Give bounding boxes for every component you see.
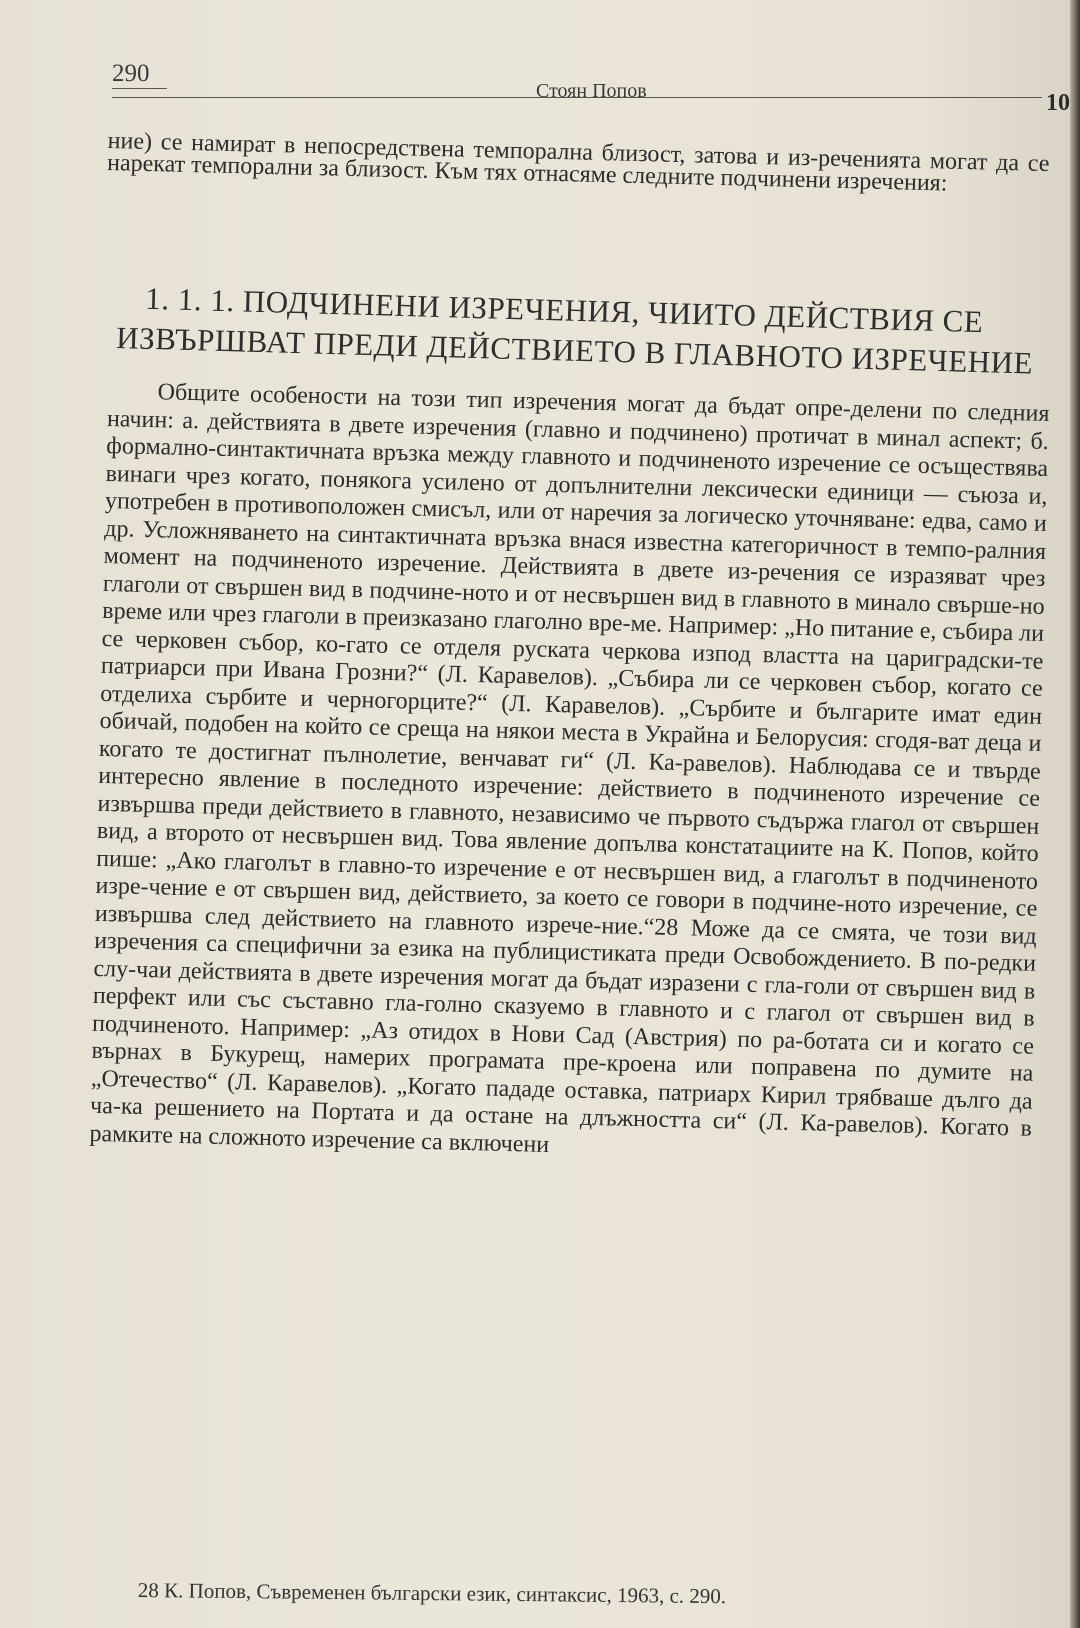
page-number: 290	[112, 60, 150, 87]
intro-paragraph	[107, 130, 1050, 197]
body-paragraph	[89, 378, 1050, 1171]
body-text: Общите особености на този тип изречения могат да бъдат опре-делени по следния начин: а. действията в двете изречения (главно и подчинено) протичат в минал аспект; б. формално-синтактичната връзка между главното и подчиненото изречение се осъществява винаги чрез когато, понякога усилено от допълнителни лексически единици — съюза и, употребен в противоположен смисъл, или от наречия за логическо уточняване: едва, само и др. Усложняването на синтактичната връзка внася известна категоричност в темпо-ралния момент на подчиненото изречение. Действията в двете из-речения се изразяват чрез глаголи от свършен вид в подчине-ното и от несвършен вид в главното в минало свърше-но време или чрез глаголи в преизказано глаголно вре-ме. Например: „Но питание е, събира ли се черковен събор, ко-гато се отделя руската черкова изпод властта на цариградски-те патриарси при Ивана Грозни?“ (Л. Каравелов). „Събира ли се черковен събор, когато се отделиха сърбите и черногорците?“ (Л. Каравелов). „Сърбите и българите имат един обичай, подобен на който се среща на някои места в Украйна и Белорусия: сгодя-ват деца и когато те достигнат пълнолетие, венчават ги“ (Л. Ка-равелов). Наблюдава се и твърде интересно явление в последното изречение: действието в подчиненото изречение се извършва преди действието в главното, независимо че първото съдържа глагол от свършен вид, а второто от несвършен вид. Това явление допълва констатациите на К. Попов, който пише: „Ако глаголът в главно-то изречение е от несвършен вид, а глаголът в подчиненото изре-чение е от свършен вид, действието, за което се говори в подчине-ното изречение, се извършва след действието на главното изрече-ние.“28 Може да се смята, че този вид изречения са специфични за езика на публицистиката преди Освобождението. В по-редки слу-чаи действията в двете изречения могат да бъдат изразени с гла-голи от свършен вид в перфект или със съставно гла-голно сказуемо в главното и с глагол от свършен вид в подчиненото. Например: „Аз отидох в Нови Сад (Австрия) по ра-ботата си и когато се върнах в Букурещ, намерих програмата пре-кроена или поправена по думите на „Отечество“ (Л. Каравелов). „Когато пададе оставка, патриарх Кирил трябваше дълго да ча-ка решението на Портата и да остане на длъжността си“ (Л. Ка-равелов). Когато в рамките на сложното изречение са включени	[89, 379, 1050, 1158]
page-edge-shadow	[1070, 0, 1080, 1628]
section-heading: 1. 1. 1. ПОДЧИНЕНИ ИЗРЕЧЕНИЯ, ЧИИТО ДЕЙСТВИЯ СЕ ИЗВЪРШВАТ ПРЕДИ ДЕЙСТВИЕТО В ГЛАВНОТО ИЗРЕЧЕНИЕ	[115, 280, 1034, 381]
footnote: 28 К. Попов, Съвременен български език, синтаксис, 1963, с. 290.	[137, 1578, 727, 1609]
running-head: Стоян Попов	[536, 80, 647, 102]
header-rule	[112, 97, 1042, 98]
intro-text: ние) се намират в непосредствена темпорална близост, затова и из-речeнията могат да се нарекат темпорални за близост. Към тях отнасяме следните подчинени изречения:	[106, 128, 1050, 197]
page-number-rule	[112, 88, 167, 89]
edge-mark: 10	[1046, 90, 1070, 116]
